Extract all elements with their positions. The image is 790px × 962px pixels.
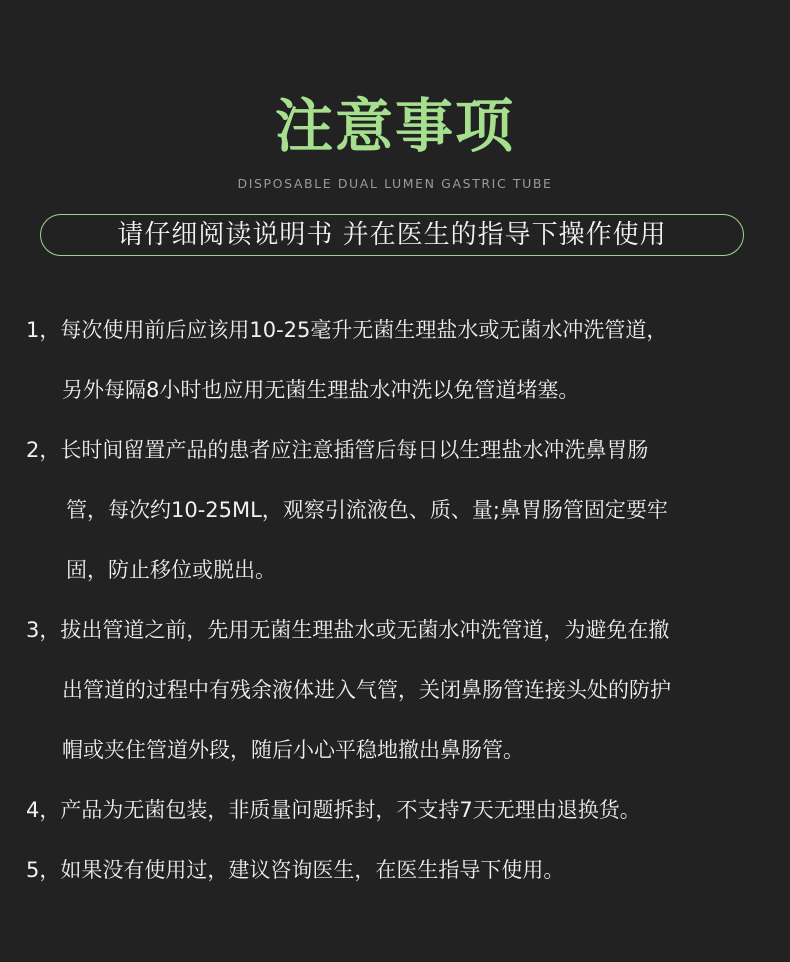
note-line: 帽或夹住管道外段，随后小心平稳地撤出鼻肠管。 [62,738,524,762]
note-line: 固，防止移位或脱出。 [66,558,276,582]
product-subtitle: DISPOSABLE DUAL LUMEN GASTRIC TUBE [237,176,553,191]
note-line: 2，长时间留置产品的患者应注意插管后每日以生理盐水冲洗鼻胃肠 [26,438,649,462]
instruction-banner [40,214,744,256]
instruction-banner-text: 请仔细阅读说明书 并在医生的指导下操作使用 [117,220,667,250]
note-line: 出管道的过程中有残余液体进入气管，关闭鼻肠管连接头处的防护 [62,678,671,702]
note-line: 另外每隔8小时也应用无菌生理盐水冲洗以免管道堵塞。 [62,378,580,402]
note-line: 1，每次使用前后应该用10-25毫升无菌生理盐水或无菌水冲洗管道， [26,318,668,342]
page-title: 注意事项 [274,92,515,160]
note-line: 管，每次约10-25ML，观察引流液色、质、量;鼻胃肠管固定要牢 [66,498,668,522]
note-line: 3，拔出管道之前，先用无菌生理盐水或无菌水冲洗管道，为避免在撤 [26,618,670,642]
note-line: 4，产品为无菌包装，非质量问题拆封，不支持7天无理由退换货。 [26,798,641,822]
note-line: 5，如果没有使用过，建议咨询医生，在医生指导下使用。 [26,858,565,882]
